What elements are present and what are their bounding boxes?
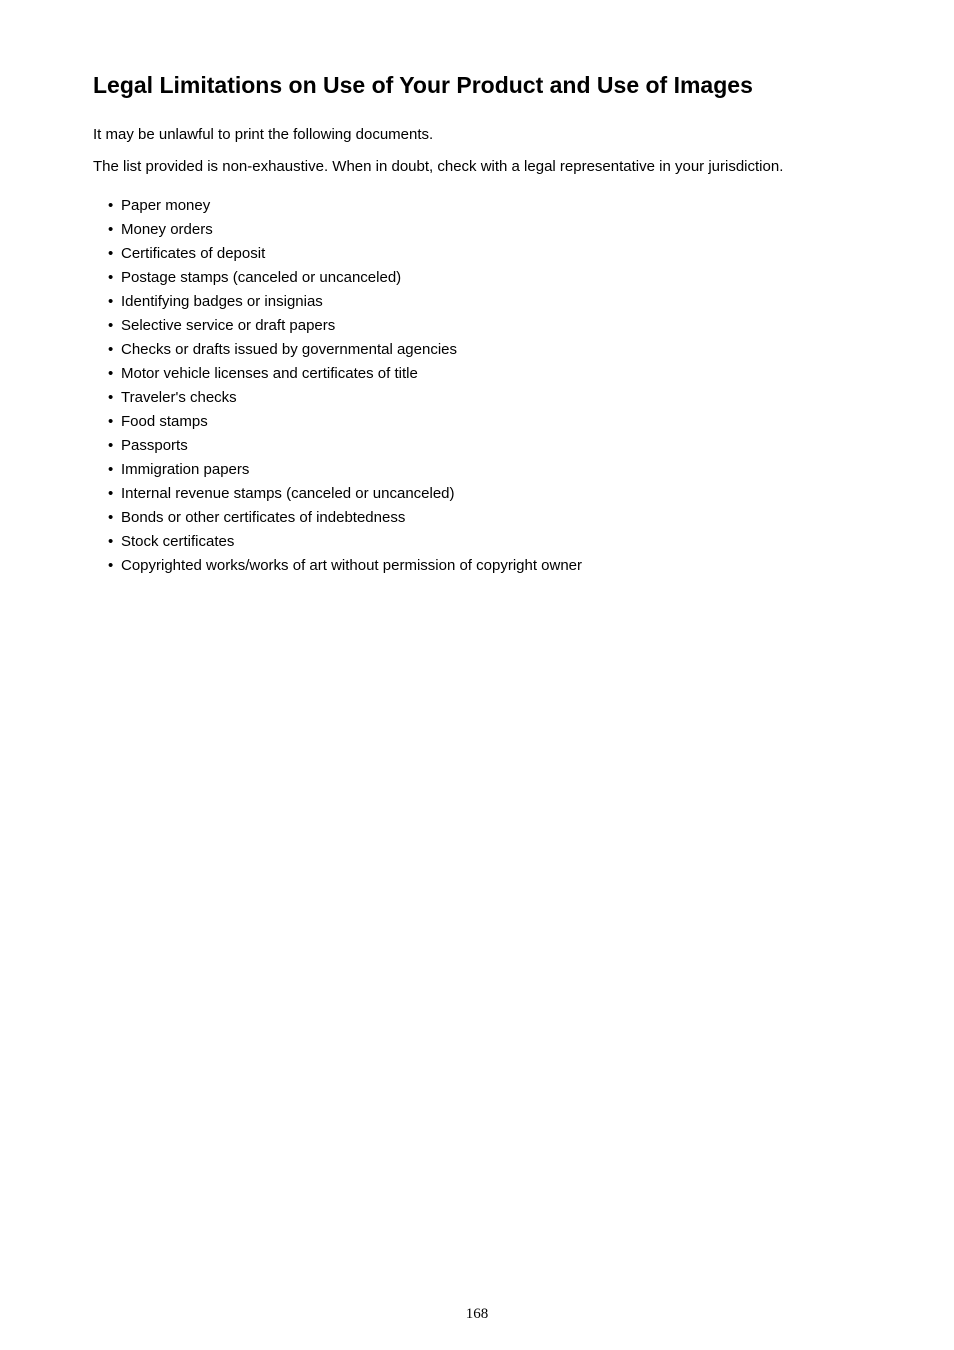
restricted-documents-list [93,196,582,580]
bullet-icon: • [108,197,114,214]
bullet-icon: • [108,461,114,478]
list-item [93,508,582,532]
list-item [93,316,582,340]
list-item [93,556,582,580]
list-item-text: Selective service or draft papers [121,317,336,334]
bullet-icon: • [108,533,114,550]
bullet-icon: • [108,437,114,454]
list-item [93,340,582,364]
list-item [93,388,582,412]
bullet-icon: • [108,389,114,406]
disclaimer-paragraph: The list provided is non-exhaustive. When in doubt, check with a legal representative in your jurisdiction. [93,158,784,175]
list-item-text: Identifying badges or insignias [121,293,323,310]
list-item-text: Food stamps [121,413,208,430]
list-item [93,412,582,436]
list-item-text: Checks or drafts issued by governmental agencies [121,341,458,358]
list-item-text: Internal revenue stamps (canceled or uncanceled) [121,485,455,502]
list-item [93,292,582,316]
list-item-text: Bonds or other certificates of indebtedness [121,509,406,526]
bullet-icon: • [108,485,114,502]
list-item [93,364,582,388]
intro-paragraph: It may be unlawful to print the following documents. [93,126,434,143]
bullet-icon: • [108,341,114,358]
list-item-text: Motor vehicle licenses and certificates of title [121,365,418,382]
list-item-text: Paper money [121,197,211,214]
page-title: Legal Limitations on Use of Your Product and Use of Images [93,72,753,98]
bullet-icon: • [108,269,114,286]
list-item [93,244,582,268]
list-item-text: Money orders [121,221,213,238]
bullet-icon: • [108,293,114,310]
bullet-icon: • [108,557,114,574]
list-item-text: Immigration papers [121,461,250,478]
bullet-icon: • [108,317,114,334]
list-item-text: Stock certificates [121,533,235,550]
list-item [93,220,582,244]
page-number: 168 [465,1306,489,1322]
list-item-text: Copyrighted works/works of art without permission of copyright owner [121,557,583,574]
list-item-text: Postage stamps (canceled or uncanceled) [121,269,402,286]
list-item [93,460,582,484]
bullet-icon: • [108,413,114,430]
list-item [93,484,582,508]
bullet-icon: • [108,365,114,382]
bullet-icon: • [108,509,114,526]
bullet-icon: • [108,245,114,262]
list-item [93,196,582,220]
list-item [93,532,582,556]
list-item [93,268,582,292]
bullet-icon: • [108,221,114,238]
list-item-text: Passports [121,437,188,454]
list-item [93,436,582,460]
list-item-text: Certificates of deposit [121,245,266,262]
list-item-text: Traveler's checks [121,389,237,406]
